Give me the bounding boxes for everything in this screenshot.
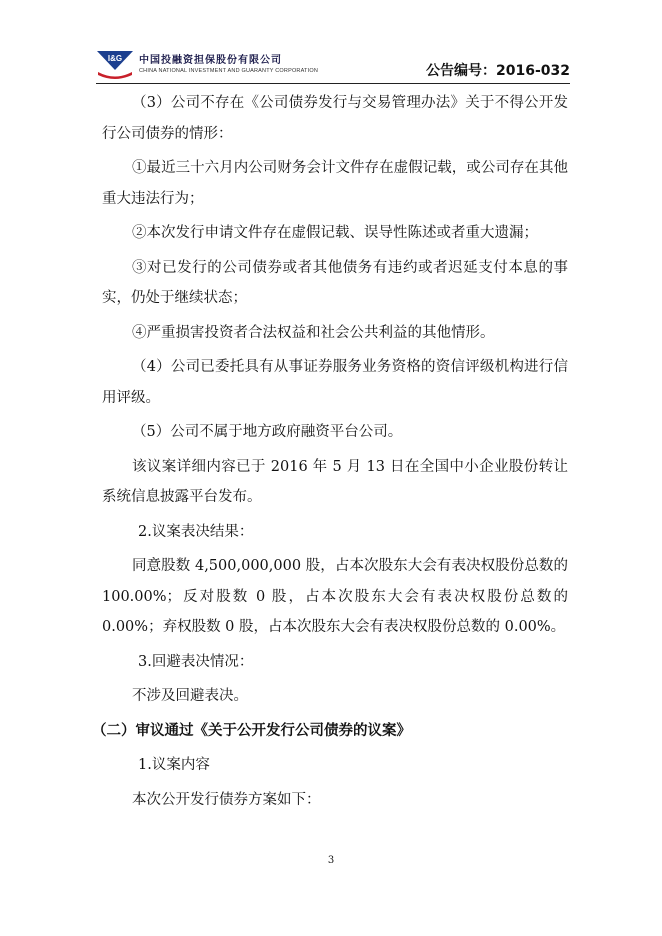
- paragraph-vote-result: 同意股数 4,500,000,000 股，占本次股东大会有表决权股份总数的 100.00%；反对股数 0 股，占本次股东大会有表决权股份总数的 0.00%；弃权股数 0 股，占本次股东大会有表决权股份总数的 0.00%。: [102, 558, 568, 635]
- paragraph-item-1: ①最近三十六月内公司财务会计文件存在虚假记载，或公司存在其他重大违法行为；: [102, 160, 568, 207]
- header-divider: [96, 83, 570, 84]
- paragraph-item-3: ③对已发行的公司债券或者其他债务有违约或者迟延支付本息的事实，仍处于继续状态；: [102, 259, 568, 306]
- logo-text: I&G: [107, 54, 123, 63]
- document-body: [92, 88, 568, 819]
- paragraph-condition-4: （4）公司已委托具有从事证券服务业务资格的资信评级机构进行信用评级。: [102, 359, 568, 406]
- company-name: [139, 51, 318, 74]
- paragraph-condition-3: （3）公司不存在《公司债券发行与交易管理办法》关于不得公开发行公司债券的情形：: [102, 95, 568, 142]
- heading-vote-result: 2.议案表决结果：: [138, 523, 254, 540]
- heading-proposal-content: 1.议案内容: [138, 757, 210, 773]
- company-name-cn: 中国投融资担保股份有限公司: [139, 55, 282, 66]
- notice-number: 公告编号：2016-032: [426, 63, 570, 79]
- company-logo: [96, 50, 134, 80]
- paragraph-recusal: 不涉及回避表决。: [132, 688, 248, 704]
- page-header: [96, 44, 570, 84]
- paragraph-disclosure: 该议案详细内容已于 2016 年 5 月 13 日在全国中小企业股份转让系统信息披露平台发布。: [102, 458, 568, 505]
- page-number: 3: [327, 855, 335, 866]
- section-heading: （二）审议通过《关于公开发行公司债券的议案》: [92, 722, 411, 739]
- paragraph-item-4: ④严重损害投资者合法权益和社会公共利益的其他情形。: [132, 324, 495, 341]
- paragraph-condition-5: （5）公司不属于地方政府融资平台公司。: [132, 424, 403, 440]
- company-name-en: CHINA NATIONAL INVESTMENT AND GUARANTY CORPORATION: [139, 68, 318, 74]
- paragraph-item-2: ②本次发行申请文件存在虚假记载、误导性陈述或者重大遗漏；: [132, 225, 538, 241]
- paragraph-plan-intro: 本次公开发行债券方案如下：: [132, 791, 321, 808]
- heading-recusal: 3.回避表决情况：: [138, 653, 254, 670]
